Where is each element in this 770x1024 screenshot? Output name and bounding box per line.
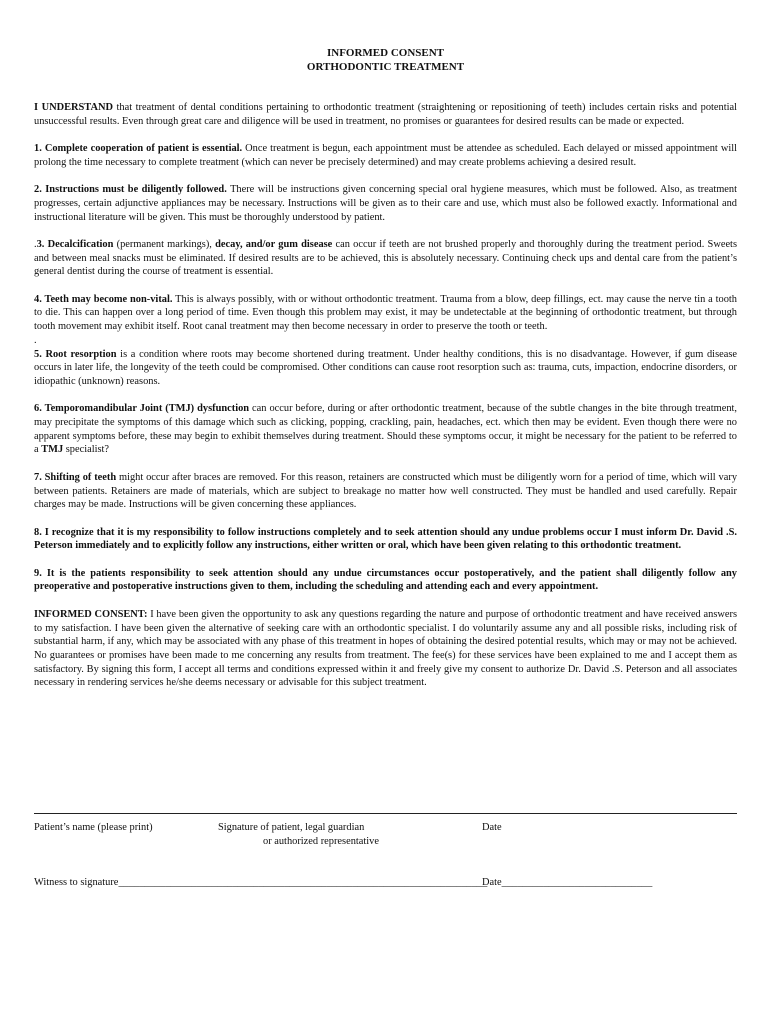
item-2-lead: 2. Instructions must be diligently followed. xyxy=(34,184,227,196)
item-7-text: might occur after braces are removed. For this reason, retainers are constructed which must be diligently worn for a period of time, which will vary between patients. Retainers are made of materials, which are subject to breakage no matter how well constructed. They must be handled and used carefully. Repair charges may be made. Instructions will be given concerning these appliances. xyxy=(34,471,738,511)
item-3-lead-2: decay, and/or gum disease xyxy=(215,238,333,250)
intro-lead: I UNDERSTAND xyxy=(34,102,113,113)
witness-date-line[interactable]: _____________________________ xyxy=(501,877,653,888)
item-4-text: This is always possibly, with or without orthodontic treatment. Trauma from a blow, deep fillings, ect. may cause the nerve tin a tooth to die. This can happen over a long period of time. Even though this problem may exist, it may be undetectable at the beginning of orthodontic treatment, but through tooth movement may exhibit itself. Root canal treatment may then become necessary in order to preserve the tooth or teeth. xyxy=(34,293,737,333)
item-3-lead: 3. Decalcification xyxy=(36,238,114,250)
item-2-paragraph xyxy=(34,183,737,224)
item-5-paragraph xyxy=(34,348,737,389)
item-4-lead: 4. Teeth may become non-vital. xyxy=(34,293,173,305)
patient-name-label: Patient’s name (please print) xyxy=(34,822,153,833)
signature-label-line-2: or authorized representative xyxy=(263,836,379,847)
signature-rule xyxy=(34,813,737,814)
item-5-lead: 5. Root resorption xyxy=(34,348,117,360)
item-9-paragraph: 9. It is the patients responsibility to seek attention should any undue circumstances occur postoperatively, and the patient shall diligently follow any preoperative and postoperative instructions given to them, including the scheduling and attending each and every appointment. xyxy=(34,567,737,593)
consent-text: I have been given the opportunity to ask any questions regarding the nature and purpose of orthodontic treatment and have received answers to my satisfaction. I have been given the alternative of seeking care with an orthodontic specialist. I do voluntarily assume any and all possible risks, including risk of substantial harm, if any, which may be associated with any phase of this treatment in hopes of obtaining the desired potential results, which may or may not be achieved. No guarantees or promises have been made to me concerning any results from treatment. The fee(s) for these services have been explained to me and I accept them as satisfactory. By signing this form, I accept all terms and conditions expressed within it and freely give my consent to authorize Dr. David .S. Peterson and all associates necessary in rendering services he/she deems necessary or advisable for this subject treatment. xyxy=(34,608,737,689)
item-1-text: Once treatment is begun, each appointment must be attendee as scheduled. Each delayed or missed appointment will prolong the time necessary to complete treatment (which can never be precisely determined) and may create problems achieving a desired result. xyxy=(34,143,737,168)
witness-label: Witness to signature xyxy=(34,877,119,888)
title-line-1: INFORMED CONSENT xyxy=(326,47,445,59)
witness-signature-field[interactable] xyxy=(34,876,487,890)
document-body xyxy=(34,101,737,704)
item-7-lead: 7. Shifting of teeth xyxy=(34,471,117,483)
item-4-trailing: . xyxy=(34,334,37,346)
intro-paragraph xyxy=(34,101,737,128)
item-8-paragraph: 8. I recognize that it is my responsibility to follow instructions completely and to seek attention should any undue problems occur I must inform Dr. David .S. Peterson immediately and to explicitly follow any instructions, either written or oral, which have been given relating to this orthodontic treatment. xyxy=(34,526,737,552)
item-3-text: can occur if teeth are not brushed properly and thoroughly during the treatment period. Sweets and between meal snacks must be eliminated. If desired results are to be achieved, this is absolutely necessary. Continuing check ups and dental care from the patient’s general dentist during the course of treatment is essential. xyxy=(34,238,737,278)
item-1-lead: 1. Complete cooperation of patient is essential. xyxy=(34,143,243,155)
witness-date-field[interactable] xyxy=(482,876,652,890)
item-2-text: There will be instructions given concerning special oral hygiene measures, which must be followed. Also, as treatment progresses, certain adjunctive appliances may be necessary. Instructions will be given as to their care and use, which must also be followed exactly. Informational and instructional literature will be given. This must be thoroughly understood by patient. xyxy=(34,184,737,223)
item-5-text: is a condition where roots may become shortened during treatment. Under healthy conditions, this is no disadvantage. However, if gum disease occurs in later life, the longevity of the teeth could be compromised. Other conditions can cause root resorption such as: trauma, cuts, impaction, endocrine disorders, or idiopathic (unknown) reasons. xyxy=(34,348,737,387)
item-6-lead: 6. Temporomandibular Joint (TMJ) dysfunction xyxy=(34,403,250,415)
intro-text: that treatment of dental conditions pertaining to orthodontic treatment (straightening or repositioning of teeth) includes certain risks and potential unsuccessful results. Even through great care and diligence will be used in treatment, no promises or guarantees for desired results can be made or expected. xyxy=(34,102,737,127)
item-3-paragraph xyxy=(34,238,737,279)
item-6-paragraph xyxy=(34,402,737,457)
item-6-text: can occur before, during or after orthodontic treatment, because of the subtle changes in the bite through treatment, may precipitate the symptoms of this damage which such as clicking, popping, crackling, pain, headaches, ect. which then may be evident. Even though there were no apparent symptoms before, these may begin to exhibit themselves during treatment. Should these symptoms occur, it might be necessary for the patient to be referred to a xyxy=(34,403,737,456)
witness-date-label: Date xyxy=(482,877,502,888)
date-label: Date xyxy=(482,822,502,833)
informed-consent-paragraph xyxy=(34,608,737,690)
item-3-prefix: . xyxy=(34,238,37,250)
witness-line[interactable]: _______________________________________________________________________ xyxy=(118,877,488,888)
item-6-end: specialist? xyxy=(63,444,110,456)
item-4-paragraph xyxy=(34,293,737,334)
document-title xyxy=(34,46,737,74)
signature-label-line-1: Signature of patient, legal guardian xyxy=(218,822,365,833)
item-3-mid: (permanent markings), xyxy=(113,238,216,250)
item-1-paragraph xyxy=(34,142,737,169)
item-7-paragraph xyxy=(34,471,737,512)
title-line-2: ORTHODONTIC TREATMENT xyxy=(306,61,465,73)
item-6-lead-2: TMJ xyxy=(41,444,64,456)
consent-lead: INFORMED CONSENT: xyxy=(34,608,148,620)
